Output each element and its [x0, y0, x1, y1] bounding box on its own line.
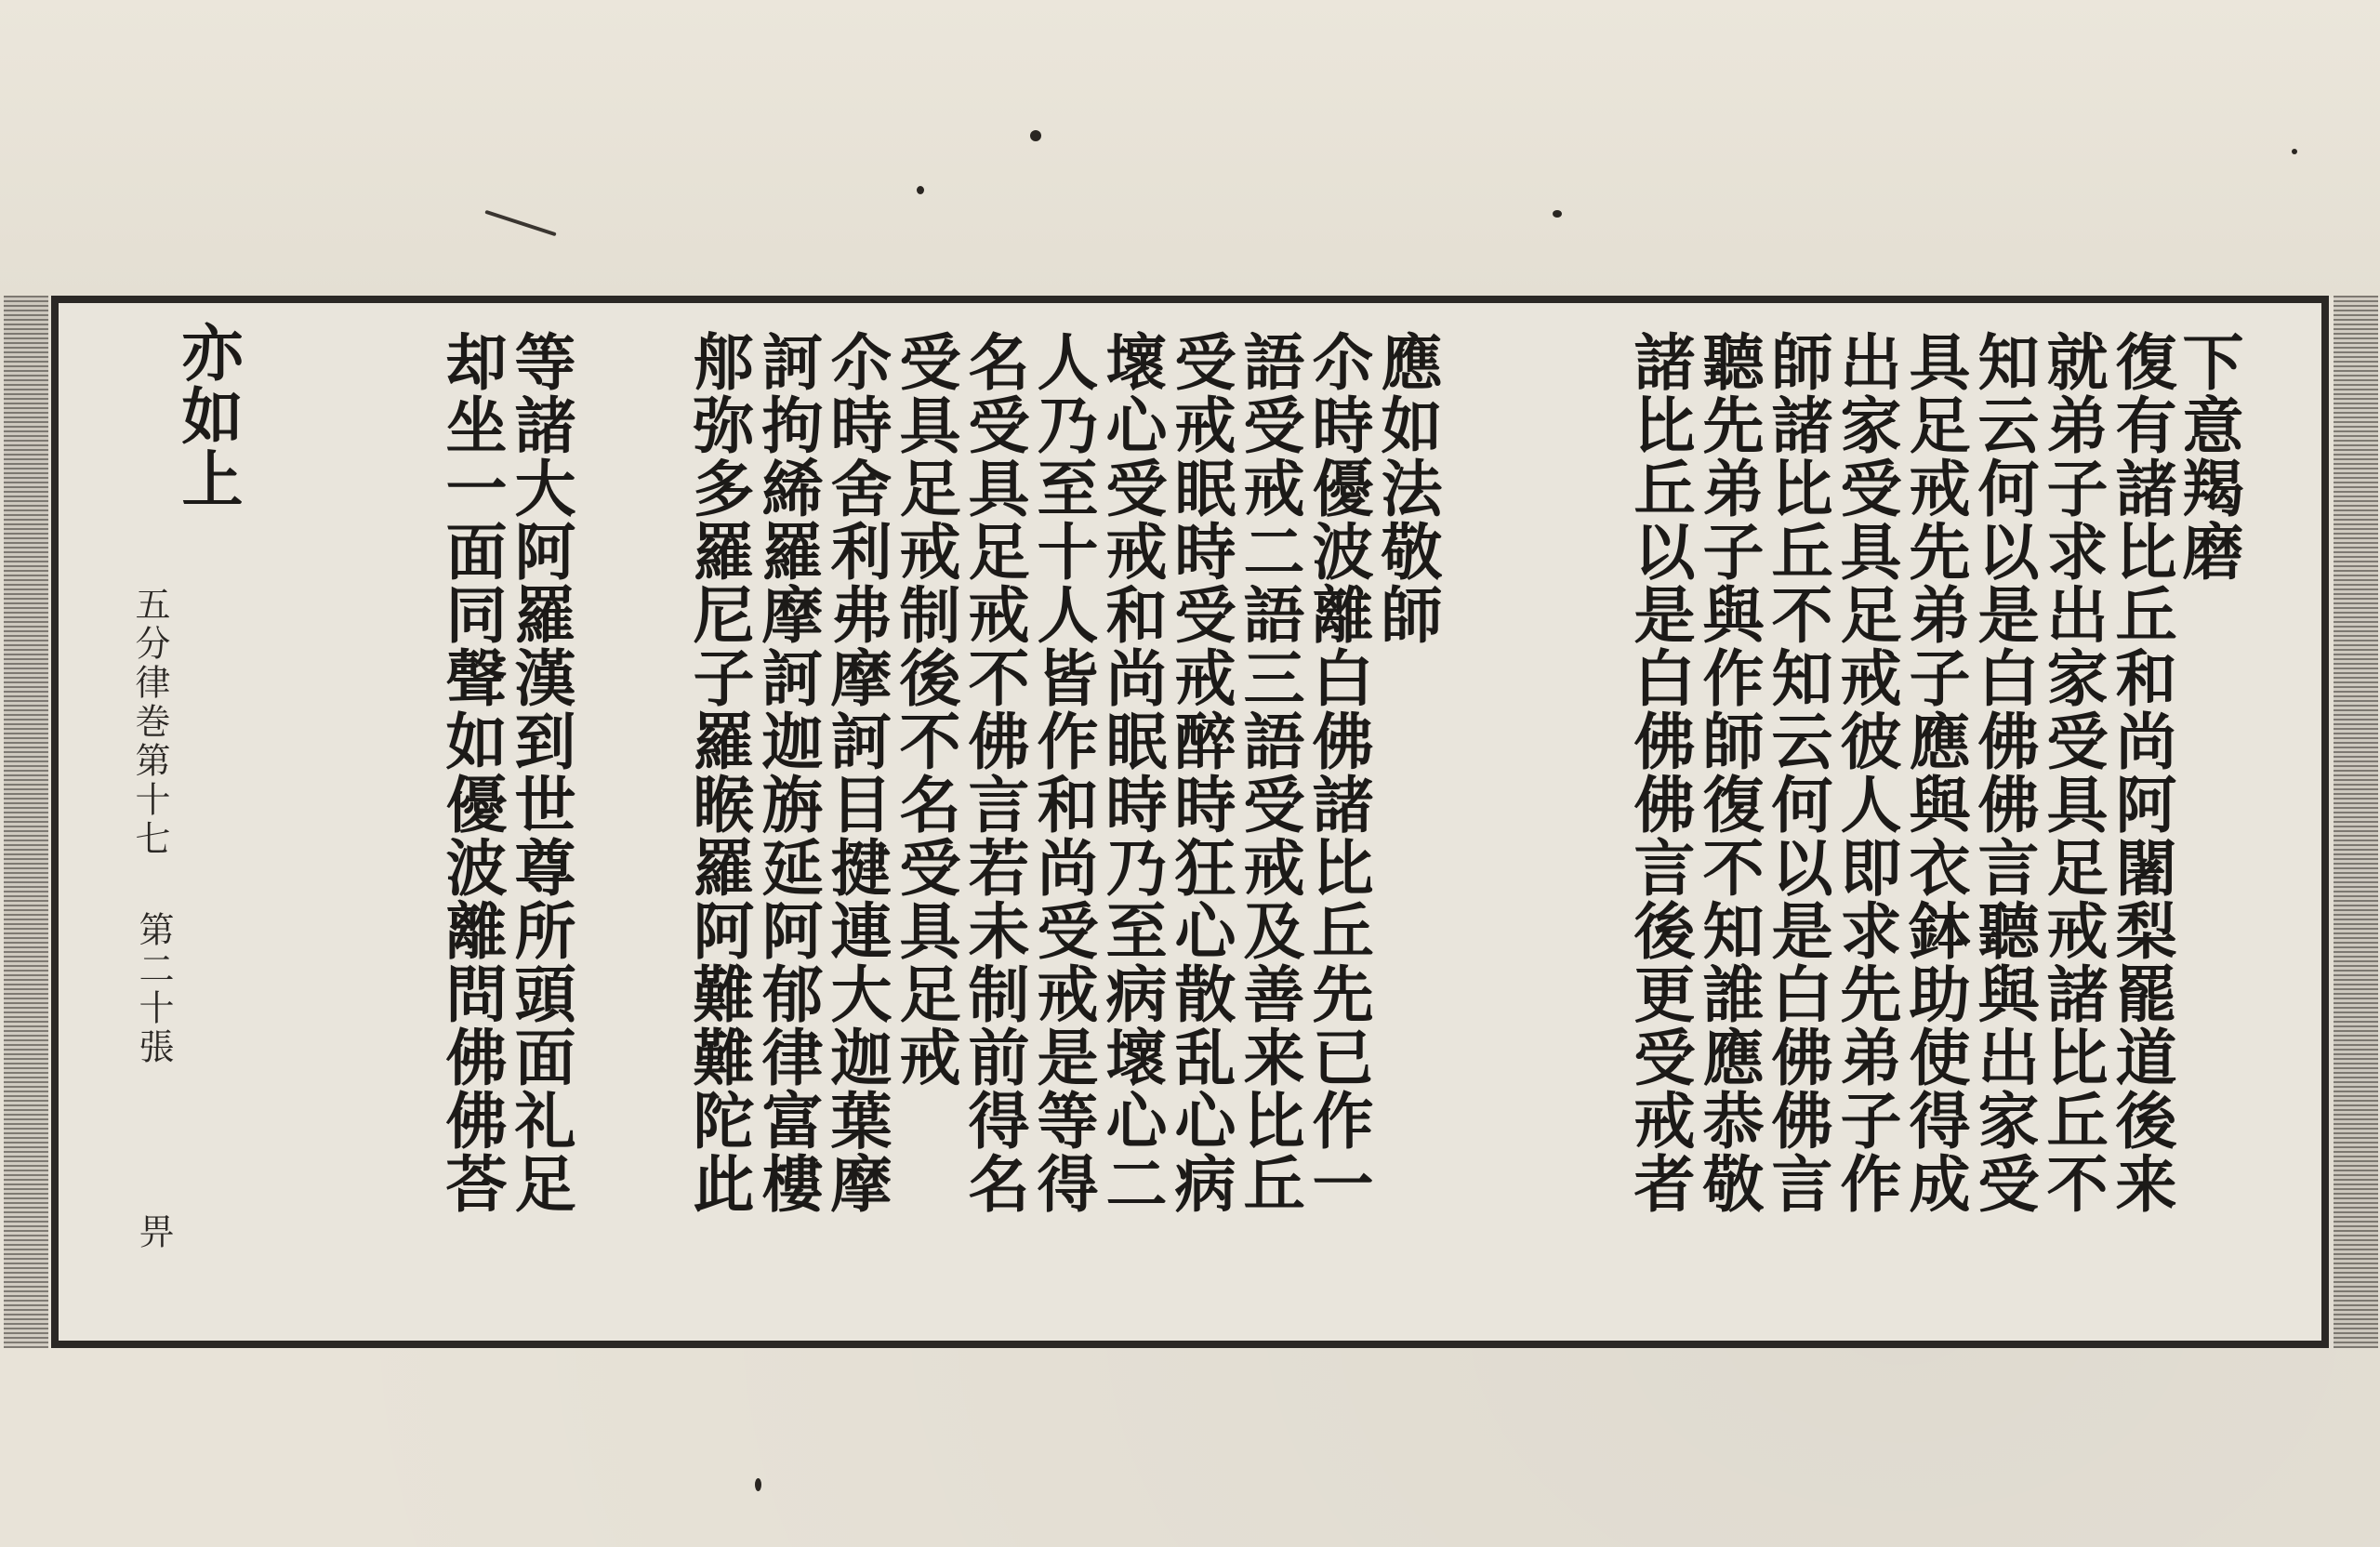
ink-speck: [1553, 210, 1562, 218]
text-column-13: 受戒眠時受戒醉時狂心散乱心病: [1164, 330, 1236, 1215]
text-column-12: 語受戒二語三語受戒及善来比丘: [1233, 330, 1305, 1215]
text-column-18: 尒時舍利弗摩訶目揵連大迦葉摩: [820, 330, 892, 1215]
text-column-5: 具足戒先弟子應與衣鉢助使得成: [1898, 330, 1971, 1215]
text-column-3: 就弟子求出家受具足戒諸比丘不: [2036, 330, 2109, 1215]
text-column-17: 受具足戒制後不名受具足戒: [889, 330, 961, 1089]
text-column-20: 郍弥多羅尼子羅睺羅阿難難陀此: [682, 330, 755, 1215]
left-edge-smudge: [4, 296, 48, 1348]
text-column-16: 名受具足戒不佛言若未制前得名: [958, 330, 1030, 1215]
text-column-19: 訶拘絺羅摩訶迦旃延阿郁律富樓: [751, 330, 824, 1215]
text-column-14: 壞心受戒和尚眠時乃至病壞心二: [1095, 330, 1168, 1215]
text-column-1: 下意羯磨: [2172, 330, 2244, 583]
text-column-6: 出家受具足戒彼人即求先弟子作: [1830, 330, 1902, 1215]
blank-upper-margin: [0, 0, 2380, 298]
volume-title-marginal: 五分律巻第十七: [129, 586, 170, 859]
sheet-number-marginal: 第二十張: [133, 911, 174, 1067]
text-column-4: 知云何以是白佛佛言聽與出家受: [1967, 330, 2040, 1215]
text-column-8: 聽先弟子與作師復不知誰應恭敬: [1692, 330, 1765, 1215]
text-column-9: 諸比丘以是白佛佛言後更受戒者: [1623, 330, 1696, 1215]
text-column-10: 應如法敬師: [1370, 330, 1443, 646]
text-column-22: 却坐一面同聲如優波離問佛佛荅: [435, 330, 508, 1215]
text-column-23: 亦如上: [171, 321, 244, 510]
text-column-2: 復有諸比丘和尚阿闍梨罷道後来: [2105, 330, 2177, 1215]
ink-speck: [917, 186, 924, 194]
text-column-15: 人乃至十人皆作和尚受戒是等得: [1026, 330, 1099, 1215]
text-column-21: 等諸大阿羅漢到世尊所頭面礼足: [504, 330, 576, 1215]
ink-speck: [755, 1478, 761, 1491]
right-edge-smudge: [2334, 296, 2378, 1348]
carver-mark: 畀: [133, 1213, 174, 1252]
text-column-11: 尒時優波離白佛諸比丘先已作一: [1302, 330, 1374, 1215]
ink-speck: [1030, 130, 1041, 141]
text-column-7: 師諸比丘不知云何以是白佛佛言: [1761, 330, 1833, 1215]
ink-speck: [2292, 149, 2297, 154]
